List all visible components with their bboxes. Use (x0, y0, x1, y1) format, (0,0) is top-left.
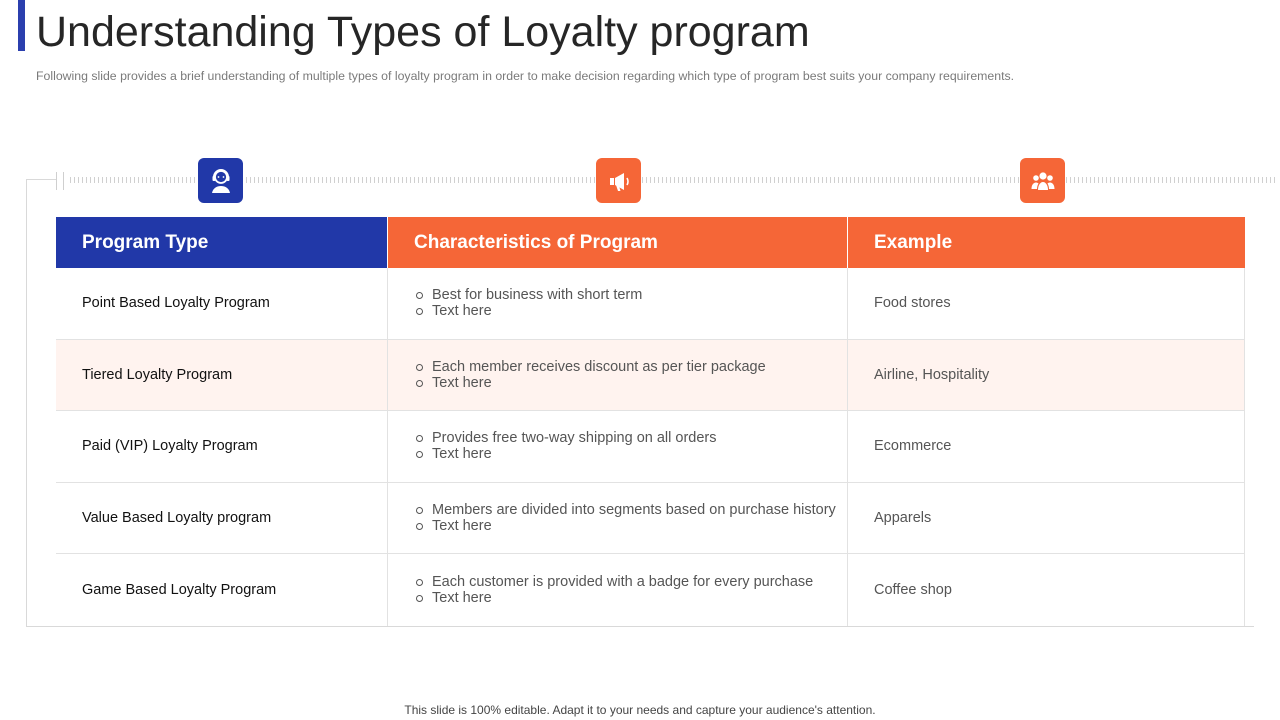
frame-left-line (26, 179, 27, 627)
program-type-cell: Game Based Loyalty Program (82, 582, 277, 599)
table-row (56, 411, 1245, 483)
megaphone-icon (596, 158, 641, 203)
program-type-cell: Value Based Loyalty program (82, 510, 272, 527)
characteristic-item: Text here (414, 446, 717, 462)
title-accent-bar (18, 0, 25, 51)
header-characteristics: Characteristics of Program (387, 217, 847, 268)
example-cell: Food stores (847, 268, 1245, 339)
frame-top-line (26, 179, 56, 180)
characteristics-list (414, 574, 813, 606)
frame-tick (63, 172, 64, 190)
characteristics-cell (387, 554, 847, 626)
characteristic-item: Members are divided into segments based on purchase history (414, 502, 836, 518)
characteristic-item: Best for business with short term (414, 287, 642, 303)
table-header (56, 217, 1245, 268)
characteristic-item: Text here (414, 375, 766, 391)
program-type-cell: Point Based Loyalty Program (82, 295, 270, 312)
characteristic-item: Each member receives discount as per tier package (414, 359, 766, 375)
characteristics-cell (387, 340, 847, 411)
table-row (56, 554, 1245, 626)
characteristic-item: Text here (414, 518, 836, 534)
program-type-cell: Tiered Loyalty Program (82, 366, 233, 383)
characteristic-item: Text here (414, 590, 813, 606)
characteristics-cell (387, 268, 847, 339)
program-type-cell: Paid (VIP) Loyalty Program (82, 438, 258, 455)
frame-bottom-line (26, 626, 1254, 627)
page-title: Understanding Types of Loyalty program (36, 8, 810, 56)
header-example: Example (847, 217, 1245, 268)
characteristics-list (414, 359, 766, 391)
group-icon (1020, 158, 1065, 203)
characteristics-list (414, 287, 642, 319)
characteristics-cell (387, 411, 847, 482)
example-cell: Apparels (847, 483, 1245, 554)
header-program-type: Program Type (56, 217, 387, 268)
frame-tick (56, 172, 57, 190)
example-cell: Coffee shop (847, 554, 1245, 626)
characteristic-item: Text here (414, 303, 642, 319)
example-cell: Airline, Hospitality (847, 340, 1245, 411)
support-agent-icon (198, 158, 243, 203)
dotted-divider (70, 177, 1278, 183)
table-row (56, 340, 1245, 412)
footer-note: This slide is 100% editable. Adapt it to your needs and capture your audience's attention. (404, 703, 876, 717)
characteristics-list (414, 502, 836, 534)
example-cell: Ecommerce (847, 411, 1245, 482)
table-row (56, 483, 1245, 555)
characteristic-item: Provides free two-way shipping on all orders (414, 430, 717, 446)
characteristic-item: Each customer is provided with a badge for every purchase (414, 574, 813, 590)
characteristics-cell (387, 483, 847, 554)
table-row (56, 268, 1245, 340)
page-subtitle: Following slide provides a brief understanding of multiple types of loyalty program in order to make decision regarding which type of program best suits your company requirements. (36, 69, 1015, 83)
characteristics-list (414, 430, 717, 462)
loyalty-program-table (56, 217, 1245, 626)
